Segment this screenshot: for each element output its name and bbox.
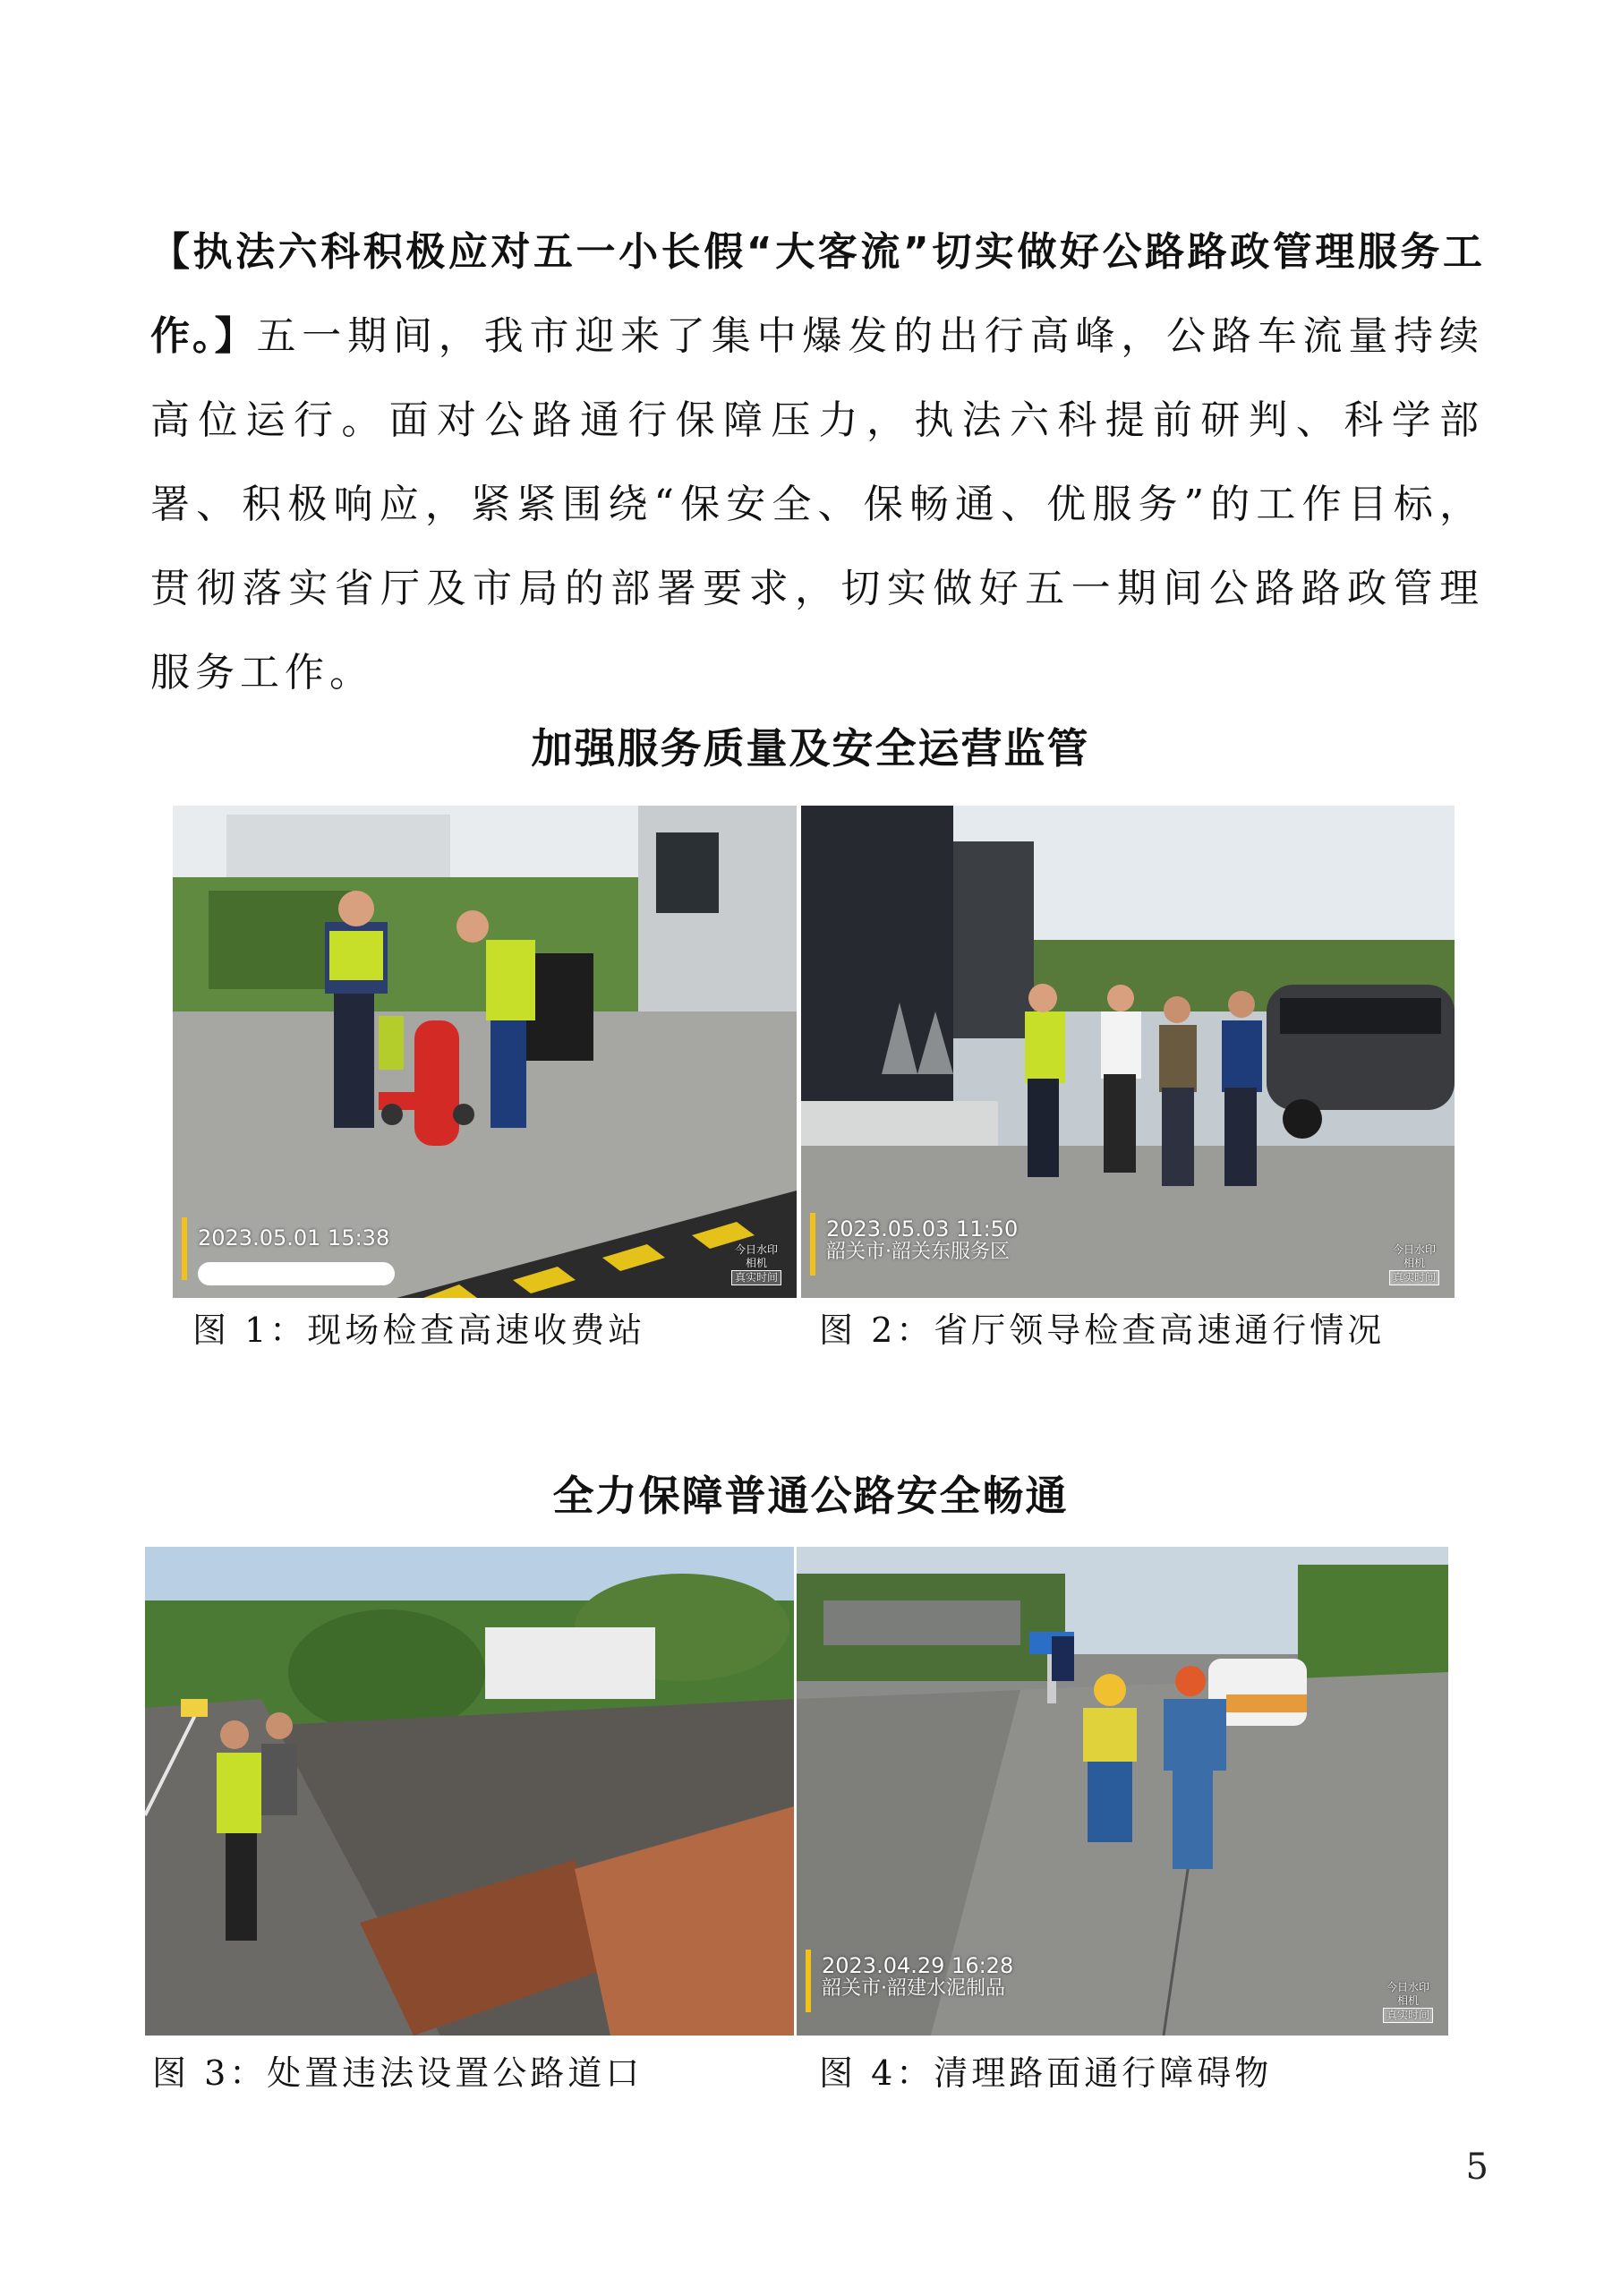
toll-station-photo — [173, 806, 797, 1298]
photo2-location: 韶关市·韶关东服务区 — [826, 1241, 1010, 1263]
intro-paragraph — [150, 210, 1484, 715]
photo4-timestamp: 2023.04.29 16:28 — [822, 1953, 1014, 1978]
redaction-bar — [198, 1262, 395, 1285]
section-heading-2: 全力保障普通公路安全畅通 — [552, 1472, 1069, 1520]
paragraph-title: 【执法六科积极应对五一小长假“大客流”切实做好公路路政管理服务工作。】 — [150, 229, 1484, 359]
page-number: 5 — [1465, 2147, 1489, 2188]
watermark-logo: 今日水印 相机 真实时间 — [1385, 1243, 1444, 1285]
road-crossing-photo — [145, 1547, 794, 2036]
caption-figure-2: 图 2：省厅领导检查高速通行情况 — [819, 1310, 1386, 1350]
service-area-photo — [801, 806, 1455, 1298]
photo2-timestamp: 2023.05.03 11:50 — [826, 1216, 1019, 1242]
road-cleanup-photo — [797, 1547, 1448, 2036]
caption-figure-1: 图 1：现场检查高速收费站 — [192, 1310, 646, 1350]
caption-figure-4: 图 4：清理路面通行障碍物 — [819, 2053, 1273, 2093]
photo4-location: 韶关市·韶建水泥制品 — [822, 1977, 1005, 2000]
caption-figure-3: 图 3：处置违法设置公路道口 — [152, 2053, 644, 2093]
watermark-logo: 今日水印 相机 真实时间 — [1378, 1981, 1438, 2023]
photo1-timestamp: 2023.05.01 15:38 — [198, 1225, 390, 1250]
section-heading-1: 加强服务质量及安全运营监管 — [531, 724, 1090, 772]
paragraph-body: 五一期间，我市迎来了集中爆发的出行高峰，公路车流量持续高位运行。面对公路通行保障压力，执法六科提前研判、科学部署、积极响应，紧紧围绕“保安全、保畅通、优服务”的工作目标，贯彻落实省厅及市局的部署要求，切实做好五一期间公路路政管理服务工作。 — [150, 313, 1484, 696]
watermark-logo: 今日水印 相机 真实时间 — [727, 1243, 786, 1285]
